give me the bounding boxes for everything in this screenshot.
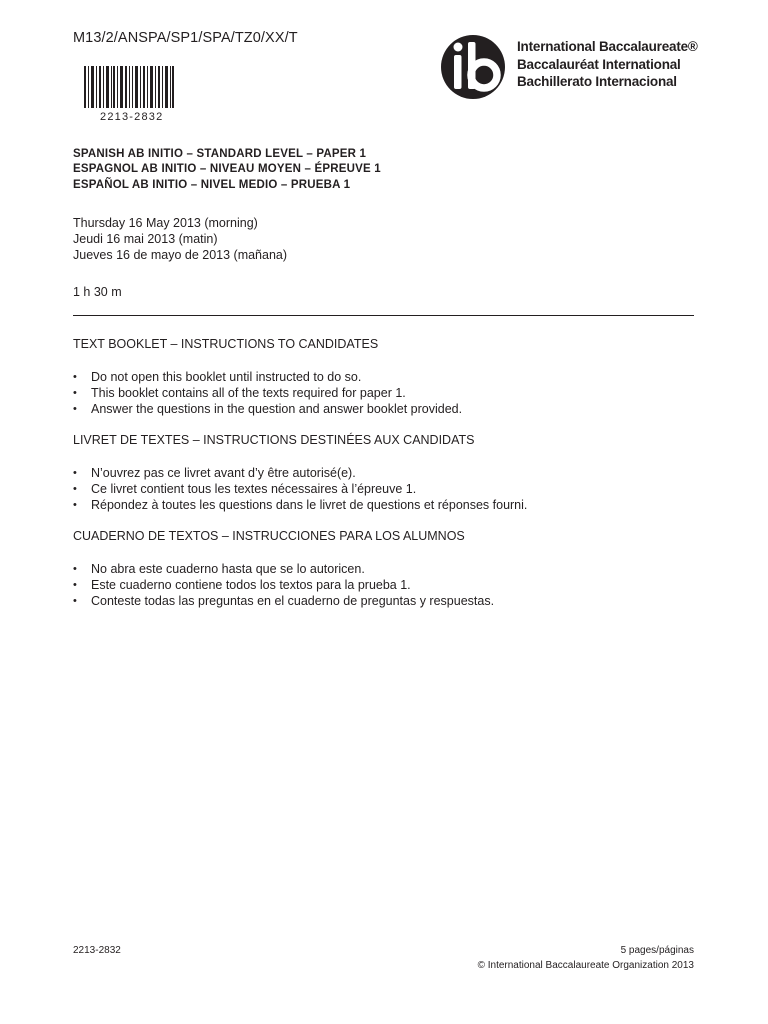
list-item: • No abra este cuaderno hasta que se lo autoricen.: [73, 561, 494, 577]
title-en: SPANISH AB INITIO – STANDARD LEVEL – PAPER 1: [73, 148, 367, 160]
title-fr: ESPAGNOL AB INITIO – NIVEAU MOYEN – ÉPREUVE 1: [73, 163, 381, 175]
list-item: • Este cuaderno contiene todos los textos para la prueba 1.: [73, 577, 494, 593]
exam-duration: 1 h 30 m: [73, 285, 122, 299]
instructions-list-es: [73, 561, 494, 609]
paper-code: M13/2/ANSPA/SP1/SPA/TZ0/XX/T: [73, 30, 298, 46]
list-item: • Ce livret contient tous les textes nécessaires à l’épreuve 1.: [73, 481, 527, 497]
list-item: • Do not open this booklet until instructed to do so.: [73, 369, 462, 385]
footer-code: 2213-2832: [73, 945, 121, 956]
barcode: [84, 66, 174, 108]
ib-logo-icon: [440, 34, 510, 100]
date-es: Jueves 16 de mayo de 2013 (mañana): [73, 248, 288, 262]
instructions-heading-en: TEXT BOOKLET – INSTRUCTIONS TO CANDIDATES: [73, 337, 379, 351]
title-es: ESPAÑOL AB INITIO – NIVEL MEDIO – PRUEBA 1: [73, 179, 351, 191]
list-item: • This booklet contains all of the texts required for paper 1.: [73, 385, 462, 401]
instructions-list-en: [73, 369, 462, 417]
list-item: • Answer the questions in the question and answer booklet provided.: [73, 401, 462, 417]
list-item: • N’ouvrez pas ce livret avant d’y être autorisé(e).: [73, 465, 527, 481]
org-name-en: International Baccalaureate®: [517, 39, 698, 54]
footer-page-count: 5 pages/páginas: [620, 945, 694, 956]
list-item: • Répondez à toutes les questions dans le livret de questions et réponses fourni.: [73, 497, 527, 513]
instructions-list-fr: [73, 465, 527, 513]
org-name-es: Bachillerato Internacional: [517, 74, 677, 89]
footer-copyright: © International Baccalaureate Organization 2013: [477, 960, 694, 971]
divider: [73, 315, 694, 316]
instructions-heading-es: CUADERNO DE TEXTOS – INSTRUCCIONES PARA LOS ALUMNOS: [73, 529, 465, 543]
date-en: Thursday 16 May 2013 (morning): [73, 216, 258, 230]
date-fr: Jeudi 16 mai 2013 (matin): [73, 232, 218, 246]
list-item: • Conteste todas las preguntas en el cuaderno de preguntas y respuestas.: [73, 593, 494, 609]
barcode-number: 2213-2832: [100, 111, 164, 123]
org-name-fr: Baccalauréat International: [517, 57, 681, 72]
instructions-heading-fr: LIVRET DE TEXTES – INSTRUCTIONS DESTINÉES AUX CANDIDATS: [73, 433, 475, 447]
